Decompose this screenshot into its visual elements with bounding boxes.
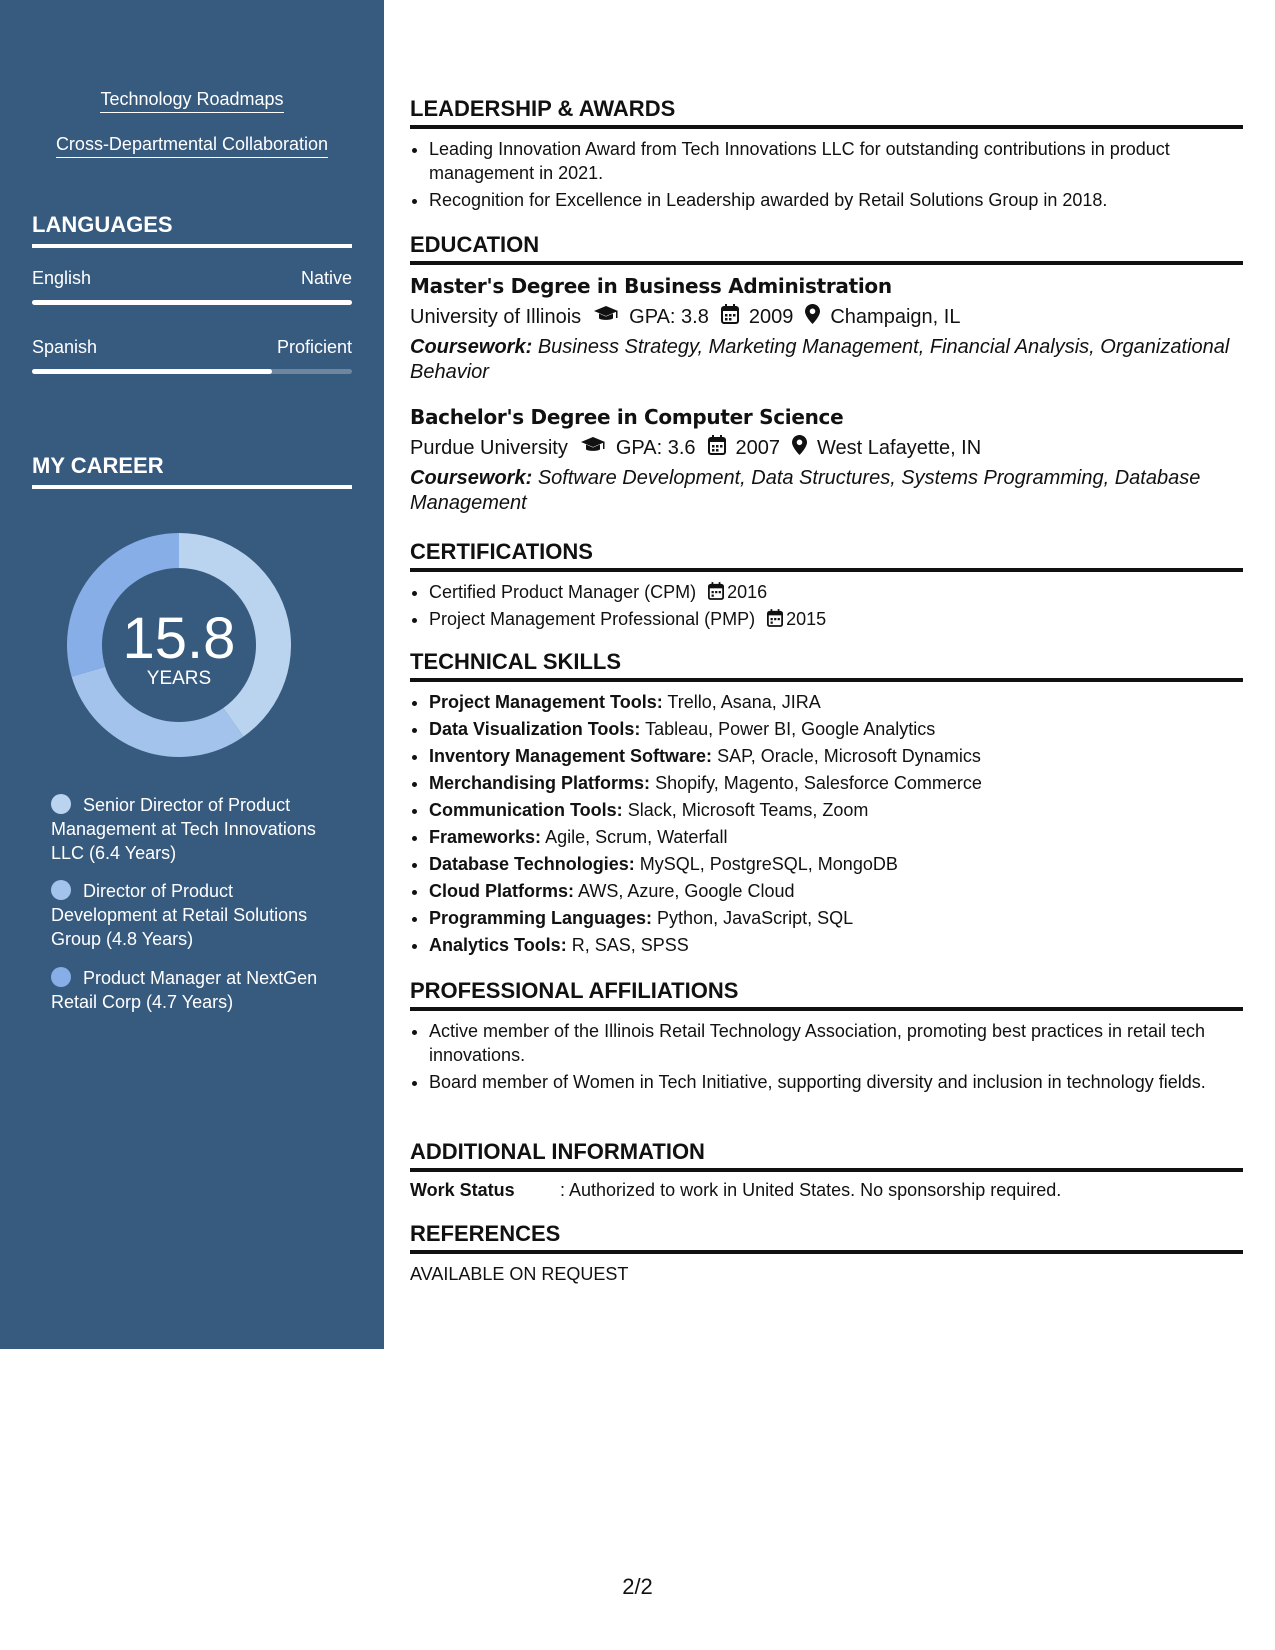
graduation-year: 2007 [735,436,781,459]
graduation-cap-icon [580,436,606,460]
school-name: Purdue University [410,436,568,459]
list-item: • Data Visualization Tools: Tableau, Power BI, Google Analytics [429,717,1262,741]
work-status-label: Work Status [410,1180,515,1200]
career-legend-item: Senior Director of Product Management at Tech Innovations LLC (6.4 Years) [51,795,316,863]
gpa-value: 3.8 [681,305,709,328]
languages-heading: LANGUAGES [32,212,352,248]
list-item: • Board member of Women in Tech Initiative, supporting diversity and inclusion in technology fields. [429,1070,1262,1094]
list-item [429,580,1262,604]
graduation-cap-icon [593,305,619,329]
language-name: Spanish [32,337,98,357]
skills-list [410,690,1262,960]
coursework-label: Coursework: [410,336,533,358]
school-location: West Lafayette, IN [817,436,982,459]
cert-name: Project Management Professional (PMP) [429,609,756,629]
career-unit: YEARS [146,668,212,689]
list-item: • Leading Innovation Award from Tech Innovations LLC for outstanding contributions in product management in 2021. [429,137,1262,185]
list-item: • Merchandising Platforms: Shopify, Magento, Salesforce Commerce [429,771,1262,795]
coursework [410,335,1243,385]
language-bar [32,369,352,374]
calendar-icon [721,304,739,330]
career-donut-chart [66,532,292,758]
calendar-icon [708,435,726,461]
language-row [32,337,352,358]
list-item: • Inventory Management Software: SAP, Oracle, Microsoft Dynamics [429,744,1262,768]
list-item: • Cloud Platforms: AWS, Azure, Google Cloud [429,879,1262,903]
gpa-label: GPA: [629,305,676,328]
career-legend-item: Product Manager at NextGen Retail Corp (4.7 Years) [51,968,318,1012]
language-row [32,268,352,289]
degree-title: Bachelor's Degree in Computer Science [410,405,844,429]
affiliations-list [410,1019,1262,1097]
cert-year: 2016 [727,582,768,602]
school-name: University of Illinois [410,305,582,328]
career-total: 15.8 [122,606,236,671]
skill-tag: Technology Roadmaps [0,89,384,110]
affiliations-heading: PROFESSIONAL AFFILIATIONS [410,978,1243,1011]
education-heading: EDUCATION [410,232,1243,265]
list-item: • Communication Tools: Slack, Microsoft Teams, Zoom [429,798,1262,822]
list-item: • Active member of the Illinois Retail Technology Association, promoting best practices in retail tech innovations. [429,1019,1262,1067]
coursework-list: Business Strategy, Marketing Management, Financial Analysis, Organizational Behavior [410,336,1230,383]
list-item [429,607,1262,631]
gpa-value: 3.6 [667,436,696,459]
references-text: AVAILABLE ON REQUEST [410,1264,629,1284]
legend-dot-icon [51,880,71,900]
list-item: • Recognition for Excellence in Leadership awarded by Retail Solutions Group in 2018. [429,188,1262,212]
career-heading: MY CAREER [32,453,352,489]
leadership-heading: LEADERSHIP & AWARDS [410,96,1243,129]
list-item: • Analytics Tools: R, SAS, SPSS [429,933,1262,957]
education-meta [410,435,981,461]
school-location: Champaign, IL [830,305,961,328]
list-item: • Frameworks: Agile, Scrum, Waterfall [429,825,1262,849]
page-number: 2/2 [622,1574,653,1599]
leadership-list [410,137,1262,215]
career-legend-item: Director of Product Development at Retail Solutions Group (4.8 Years) [51,881,308,949]
references-heading: REFERENCES [410,1221,1243,1254]
additional-info-heading: ADDITIONAL INFORMATION [410,1139,1243,1172]
education-meta [410,304,960,330]
coursework-list: Software Development, Data Structures, Systems Programming, Database Management [410,467,1201,514]
list-item: • Database Technologies: MySQL, PostgreSQL, MongoDB [429,852,1262,876]
language-level: Native [300,268,352,288]
calendar-icon [767,609,783,627]
skills-heading: TECHNICAL SKILLS [410,649,1243,682]
location-pin-icon [792,435,807,461]
calendar-icon [708,582,724,600]
gpa-label: GPA: [615,436,663,459]
work-status-value: : Authorized to work in United States. No sponsorship required. [560,1180,1062,1200]
list-item: • Programming Languages: Python, JavaScript, SQL [429,906,1262,930]
language-bar-fill [32,369,272,374]
coursework [410,466,1243,516]
sidebar [0,0,384,1349]
work-status [410,1180,1061,1201]
list-item: • Project Management Tools: Trello, Asana, JIRA [429,690,1262,714]
location-pin-icon [805,304,820,330]
skill-tag: Cross-Departmental Collaboration [0,134,384,155]
cert-name: Certified Product Manager (CPM) [429,582,697,602]
legend-dot-icon [51,967,71,987]
language-name: English [32,268,92,288]
coursework-label: Coursework: [410,467,533,489]
language-bar [32,300,352,305]
legend-dot-icon [51,794,71,814]
cert-year: 2015 [786,609,827,629]
language-bar-fill [32,300,352,305]
certifications-list [410,580,1262,634]
language-level: Proficient [276,337,352,357]
certifications-heading: CERTIFICATIONS [410,539,1243,572]
degree-title: Master's Degree in Business Administration [410,274,892,298]
graduation-year: 2009 [748,305,794,328]
